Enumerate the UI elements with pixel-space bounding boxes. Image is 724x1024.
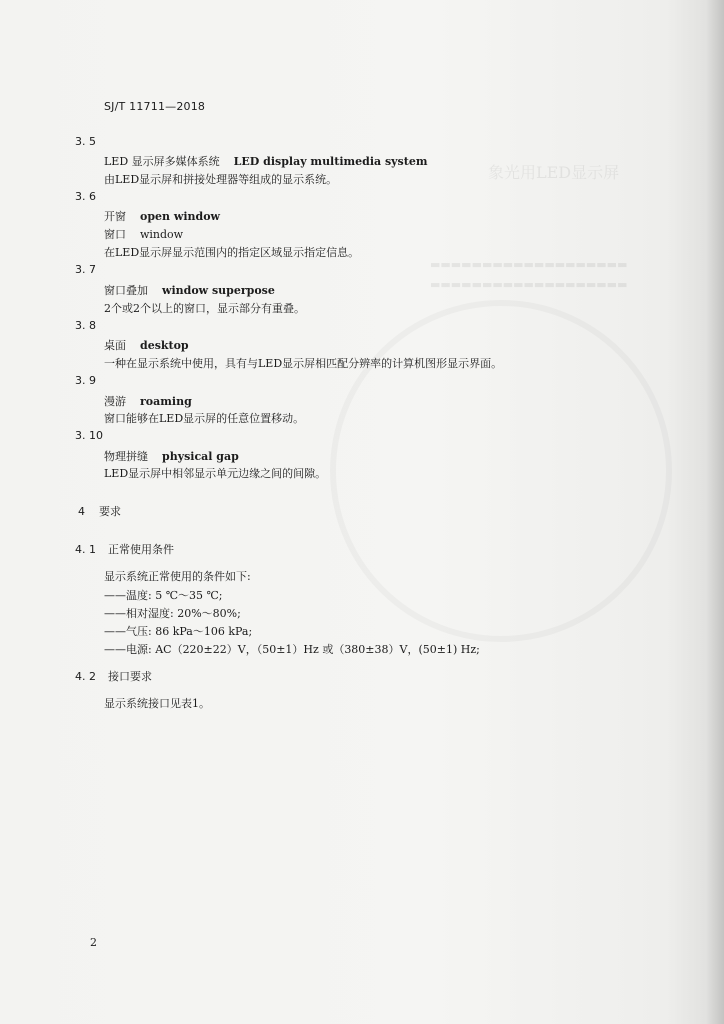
bleed-through-text: 象光用LED显示屏 (488, 163, 620, 182)
term-line (104, 282, 275, 298)
term-definition: 2个或2个以上的窗口，显示部分有重叠。 (104, 302, 305, 315)
clause-number: 3. 8 (75, 319, 96, 332)
clause-number: 3. 10 (75, 429, 103, 442)
clause-number: 3. 5 (75, 135, 96, 148)
term-definition: 一种在显示系统中使用，具有与LED显示屏相匹配分辨率的计算机图形显示界面。 (104, 357, 503, 370)
term-zh: 开窗 (104, 210, 126, 223)
section-heading (75, 668, 152, 684)
term-line (104, 153, 427, 169)
page-edge-shadow (706, 0, 724, 1024)
term-zh: 物理拼缝 (104, 450, 148, 463)
term-en: window superpose (162, 284, 275, 297)
term-definition: 由LED显示屏和拼接处理器等组成的显示系统。 (104, 173, 338, 186)
section-heading (75, 541, 174, 557)
term-synonym-line (104, 226, 183, 242)
bleed-through-text: ▬▬▬▬▬▬▬▬▬▬▬▬▬▬▬▬▬▬▬ (430, 278, 628, 291)
standard-code: SJ/T 11711—2018 (104, 100, 206, 113)
term-line (104, 393, 192, 409)
section-intro: 显示系统正常使用的条件如下: (104, 570, 251, 583)
clause-number: 3. 7 (75, 263, 96, 276)
condition-item: ——气压: 86 kPa～106 kPa; (104, 625, 253, 638)
condition-item: ——温度: 5 ℃～35 ℃; (104, 589, 223, 602)
term-zh: 窗口叠加 (104, 284, 148, 297)
term-en: desktop (140, 339, 189, 352)
term-definition: 在LED显示屏显示范围内的指定区域显示指定信息。 (104, 246, 360, 259)
section-title: 接口要求 (108, 670, 152, 683)
term-line (104, 337, 189, 353)
synonym-zh: 窗口 (104, 228, 126, 241)
chapter-number: 4 (78, 505, 85, 518)
chapter-heading (78, 503, 121, 519)
synonym-en: window (140, 228, 184, 241)
section-number: 4. 2 (75, 670, 96, 683)
clause-number: 3. 9 (75, 374, 96, 387)
clause-number: 3. 6 (75, 190, 96, 203)
term-zh: 桌面 (104, 339, 126, 352)
page-number: 2 (90, 936, 97, 949)
section-body: 显示系统接口见表1。 (104, 697, 210, 710)
term-en: LED display multimedia system (233, 155, 428, 168)
term-zh: 漫游 (104, 395, 126, 408)
condition-item: ——电源: AC（220±22）V，（50±1）Hz 或（380±38）V，(50±1) Hz; (104, 643, 480, 656)
chapter-title: 要求 (99, 505, 121, 518)
term-definition: LED显示屏中相邻显示单元边缘之间的间隙。 (104, 467, 327, 480)
term-definition: 窗口能够在LED显示屏的任意位置移动。 (104, 412, 305, 425)
term-en: roaming (140, 395, 192, 408)
section-number: 4. 1 (75, 543, 96, 556)
section-title: 正常使用条件 (108, 543, 174, 556)
term-line (104, 208, 220, 224)
bleed-through-text: ▬▬▬▬▬▬▬▬▬▬▬▬▬▬▬▬▬▬▬ (430, 258, 628, 271)
term-en: physical gap (162, 450, 239, 463)
term-line (104, 448, 239, 464)
bleed-through-seal (330, 300, 672, 642)
term-zh: LED 显示屏多媒体系统 (104, 155, 220, 168)
term-en: open window (140, 210, 220, 223)
condition-item: ——相对湿度: 20%～80%; (104, 607, 241, 620)
